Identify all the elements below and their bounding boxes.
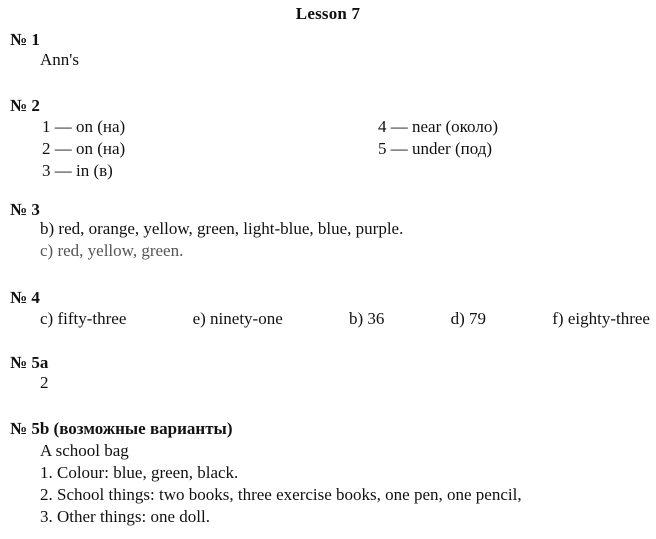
exercise-5a-answer: 2 [40, 373, 49, 392]
exercise-5b-item: 3. Other things: one doll. [40, 507, 210, 526]
exercise-5a-title: № 5a [10, 353, 49, 372]
exercise-3-answer-b: b) red, orange, yellow, green, light-blue, blue, purple. [40, 219, 404, 238]
exercise-4-answer: b) 36 [348, 309, 385, 328]
exercise-2-answer-right: 5 — under (под) [378, 139, 493, 158]
exercise-3-answer-c: c) red, yellow, green. [40, 241, 184, 260]
exercise-2-answer-left: 3 — in (в) [42, 161, 113, 180]
exercise-2-answer-left: 1 — on (на) [42, 117, 126, 136]
exercise-5b-item: 1. Colour: blue, green, black. [40, 463, 239, 482]
exercise-1-title: № 1 [10, 30, 40, 49]
exercise-4-answer: e) ninety-one [192, 309, 283, 328]
exercise-4-answers [40, 308, 650, 330]
exercise-5b-title: № 5b (возможные варианты) [10, 419, 233, 438]
exercise-2-answer-right: 4 — near (около) [378, 117, 498, 136]
exercise-2-title: № 2 [10, 96, 40, 115]
exercise-2-answer-left: 2 — on (на) [42, 139, 126, 158]
exercise-3-title: № 3 [10, 200, 40, 219]
exercise-1-answer: Ann's [40, 50, 79, 69]
exercise-4-answer: f) eighty-three [552, 309, 650, 328]
exercise-4-title: № 4 [10, 288, 40, 307]
page-title: Lesson 7 [295, 4, 361, 23]
exercise-5b-heading: A school bag [40, 441, 129, 460]
exercise-5b-item: 2. School things: two books, three exercise books, one pen, one pencil, [40, 485, 522, 504]
exercise-4-answer: c) fifty-three [40, 309, 127, 328]
exercise-4-answer: d) 79 [450, 309, 487, 328]
